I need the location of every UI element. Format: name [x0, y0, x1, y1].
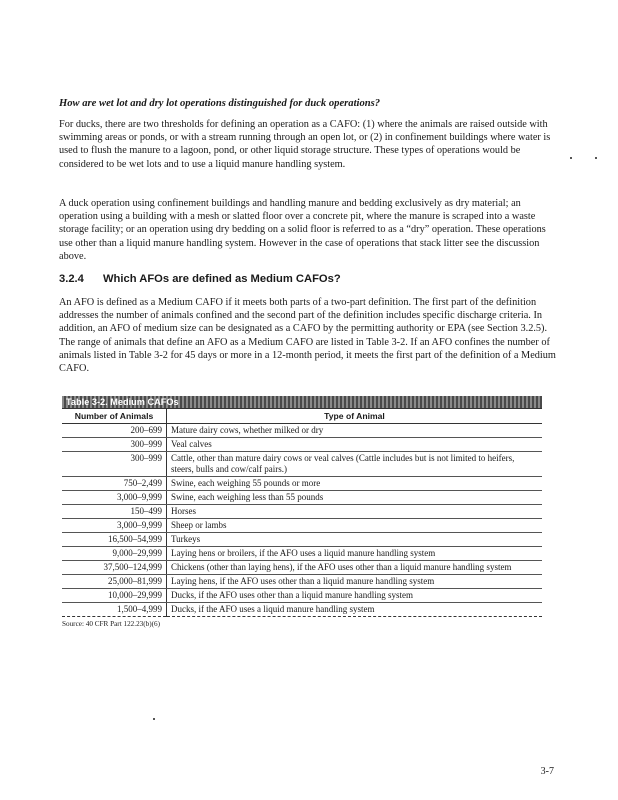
paragraph-dry-operations: A duck operation using confinement buildings and handling manure and bedding exclusively as dry material; an operation using a building with a mesh or slatted floor over a concrete pit, where the manure is scraped into a waste storage facility; or an operation using dry bedding on a solid floor is referred to as a “dry” operation. These operations use other than a liquid manure handling system. However in the case of operations that stack litter see the discussion above. [59, 198, 546, 262]
cell-number-of-animals: 9,000–29,999 [62, 547, 167, 561]
table-row [62, 575, 542, 589]
header-number-of-animals: Number of Animals [62, 409, 167, 424]
cell-type-of-animal: Turkeys [167, 533, 543, 547]
cell-type-of-animal: Swine, each weighing 55 pounds or more [167, 477, 543, 491]
cell-number-of-animals: 1,500–4,999 [62, 603, 167, 617]
paragraph-medium-cafo-definition: An AFO is defined as a Medium CAFO if it meets both parts of a two-part definition. The first part of the definition addresses the number of animals confined and the second part of the definition includes specific discharge criteria. In addition, an AFO of medium size can be designated as a CAFO by the permitting authority or EPA (see Section 3.2.5). The range of animals that define an AFO as a Medium CAFO are listed in Table 3-2. If an AFO confines the number of animals listed in Table 3-2 for 45 days or more in a 12-month period, it meets the first part of the definition of a Medium CAFO. [59, 297, 556, 375]
table-row [62, 477, 542, 491]
table-row [62, 547, 542, 561]
cell-number-of-animals: 300–999 [62, 452, 167, 477]
table-row [62, 603, 542, 617]
medium-cafo-table-block [62, 396, 542, 628]
cell-type-of-animal: Sheep or lambs [167, 519, 543, 533]
cell-number-of-animals: 200–699 [62, 424, 167, 438]
table-row [62, 424, 542, 438]
cell-type-of-animal: Laying hens, if the AFO uses other than a liquid manure handling system [167, 575, 543, 589]
table-row [62, 519, 542, 533]
table-row [62, 491, 542, 505]
cell-number-of-animals: 25,000–81,999 [62, 575, 167, 589]
cell-number-of-animals: 150–499 [62, 505, 167, 519]
cell-number-of-animals: 750–2,499 [62, 477, 167, 491]
cell-type-of-animal: Cattle, other than mature dairy cows or veal calves (Cattle includes but is not limited to heifers, steers, bulls and cow/calf pairs.) [167, 452, 543, 477]
cell-number-of-animals: 37,500–124,999 [62, 561, 167, 575]
cell-type-of-animal: Swine, each weighing less than 55 pounds [167, 491, 543, 505]
table-row [62, 561, 542, 575]
table-caption: Table 3-2. Medium CAFOs [62, 396, 542, 408]
scan-speck [595, 157, 597, 159]
table-body [62, 424, 542, 617]
cell-type-of-animal: Ducks, if the AFO uses a liquid manure handling system [167, 603, 543, 617]
section-heading [59, 273, 559, 285]
table-row [62, 438, 542, 452]
question-heading: How are wet lot and dry lot operations distinguished for duck operations? [59, 98, 381, 109]
cell-type-of-animal: Laying hens or broilers, if the AFO uses a liquid manure handling system [167, 547, 543, 561]
cell-number-of-animals: 300–999 [62, 438, 167, 452]
header-type-of-animal: Type of Animal [167, 409, 543, 424]
table-source: Source: 40 CFR Part 122.23(b)(6) [62, 620, 161, 628]
scan-speck [570, 157, 572, 159]
cell-type-of-animal: Chickens (other than laying hens), if the AFO uses other than a liquid manure handling system [167, 561, 543, 575]
page-number: 3-7 [540, 766, 554, 777]
cell-number-of-animals: 3,000–9,999 [62, 519, 167, 533]
table-header-row [62, 409, 542, 424]
cell-number-of-animals: 10,000–29,999 [62, 589, 167, 603]
cell-type-of-animal: Veal calves [167, 438, 543, 452]
cell-type-of-animal: Horses [167, 505, 543, 519]
cell-type-of-animal: Mature dairy cows, whether milked or dry [167, 424, 543, 438]
medium-cafo-table [62, 408, 542, 617]
section-title: Which AFOs are defined as Medium CAFOs? [103, 273, 341, 285]
cell-number-of-animals: 16,500–54,999 [62, 533, 167, 547]
cell-number-of-animals: 3,000–9,999 [62, 491, 167, 505]
scan-speck [153, 718, 155, 720]
paragraph-wet-lots: For ducks, there are two thresholds for defining an operation as a CAFO: (1) where the animals are raised outside with swimming areas or ponds, or with a stream running through an open lot, or (2) in confinement buildings where water is used to flush the manure to a lagoon, pond, or other liquid storage structure. These types of operations would be considered to be wet lots and to use a liquid manure handling system. [59, 119, 551, 170]
table-row [62, 505, 542, 519]
table-row [62, 589, 542, 603]
table-row [62, 533, 542, 547]
cell-type-of-animal: Ducks, if the AFO uses other than a liquid manure handling system [167, 589, 543, 603]
table-row [62, 452, 542, 477]
section-number: 3.2.4 [59, 273, 84, 285]
